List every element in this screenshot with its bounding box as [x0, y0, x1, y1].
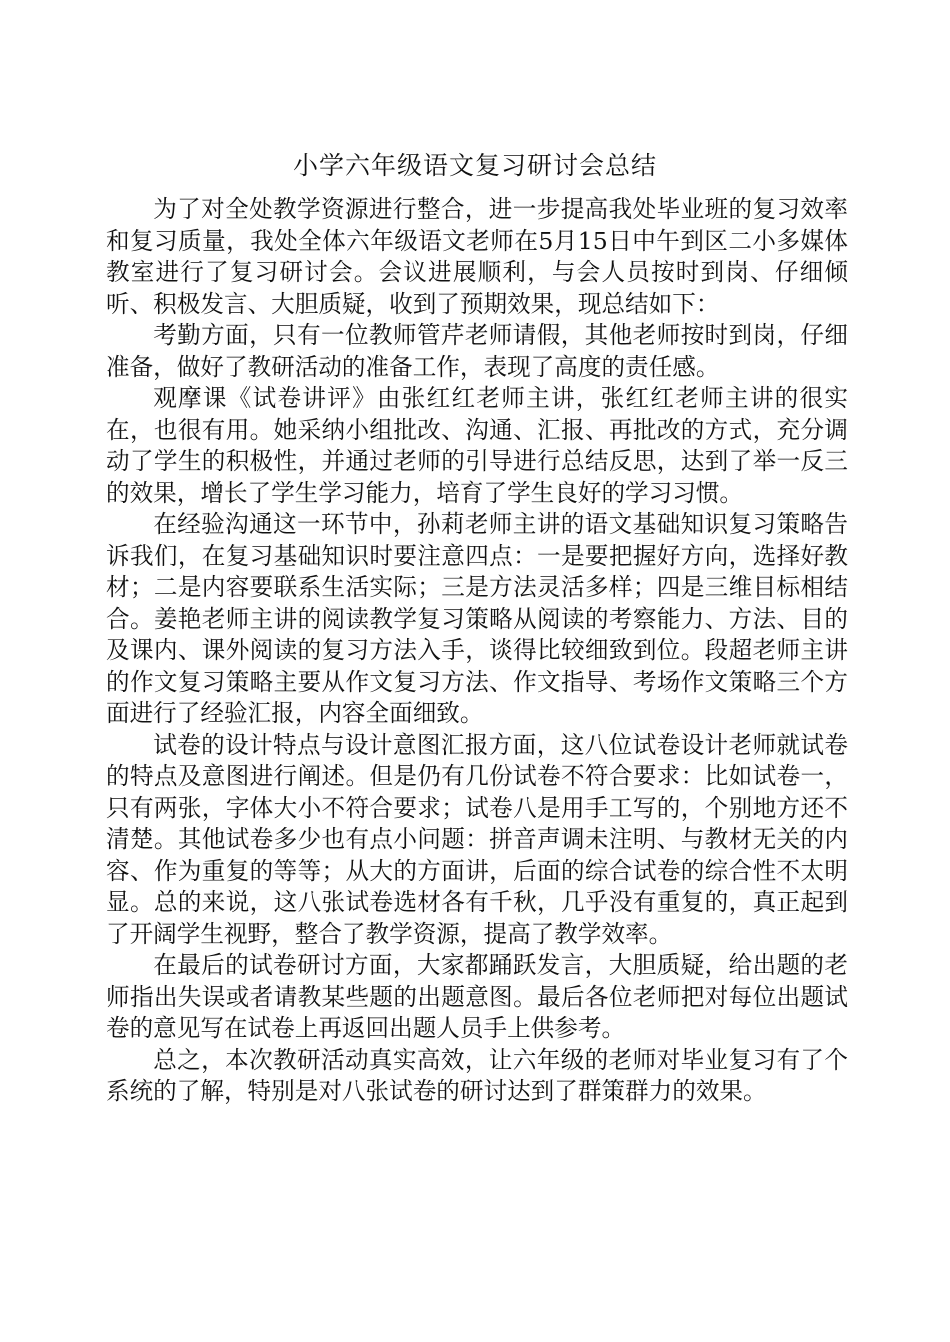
paragraph-exam-design: 试卷的设计特点与设计意图汇报方面，这八位试卷设计老师就试卷的特点及意图进行阐述。但是仍有几份试卷不符合要求：比如试卷一，只有两张，字体大小不符合要求；试卷八是用手工写的，个别地方还不清楚。其他试卷多少也有点小问题：拼音声调未注明、与教材无关的内容、作为重复的等等；从大的方面讲，后面的综合试卷的综合性不太明显。总的来说，这八张试卷选材各有千秋，几乎没有重复的，真正起到了开阔学生视野，整合了教学资源，提高了教学效率。 — [106, 730, 848, 948]
paragraph-exam-discussion: 在最后的试卷研讨方面，大家都踊跃发言，大胆质疑，给出题的老师指出失误或者请教某些题的出题意图。最后各位老师把对每位出题试卷的意见写在试卷上再返回出题人员手上供参考。 — [106, 951, 848, 1042]
paragraph-demo-lesson: 观摩课《试卷讲评》由张红红老师主讲，张红红老师主讲的很实在，也很有用。她采纳小组批改、沟通、汇报、再批改的方式，充分调动了学生的积极性，并通过老师的引导进行总结反思，达到了举一反三的效果，增长了学生学习能力，培育了学生良好的学习习惯。 — [106, 384, 848, 507]
paragraph-experience-exchange: 在经验沟通这一环节中，孙莉老师主讲的语文基础知识复习策略告诉我们，在复习基础知识时要注意四点：一是要把握好方向，选择好教材；二是内容要联系生活实际；三是方法灵活多样；四是三维目标相结合。姜艳老师主讲的阅读教学复习策略从阅读的考察能力、方法、目的及课内、课外阅读的复习方法入手，谈得比较细致到位。段超老师主讲的作文复习策略主要从作文复习方法、作文指导、考场作文策略三个方面进行了经验汇报，内容全面细致。 — [106, 510, 848, 727]
document-body — [106, 194, 848, 1108]
document-title: 小学六年级语文复习研讨会总结 — [292, 151, 657, 180]
paragraph-intro: 为了对全处教学资源进行整合，进一步提高我处毕业班的复习效率和复习质量，我处全体六年级语文老师在5月15日中午到区二小多媒体教室进行了复习研讨会。会议进展顺利，与会人员按时到岗、仔细倾听、积极发言、大胆质疑，收到了预期效果，现总结如下： — [106, 195, 848, 318]
paragraph-attendance: 考勤方面，只有一位教师管芹老师请假，其他老师按时到岗，仔细准备，做好了教研活动的准备工作，表现了高度的责任感。 — [106, 321, 848, 381]
paragraph-conclusion: 总之，本次教研活动真实高效，让六年级的老师对毕业复习有了个系统的了解，特别是对八张试卷的研讨达到了群策群力的效果。 — [106, 1045, 848, 1105]
